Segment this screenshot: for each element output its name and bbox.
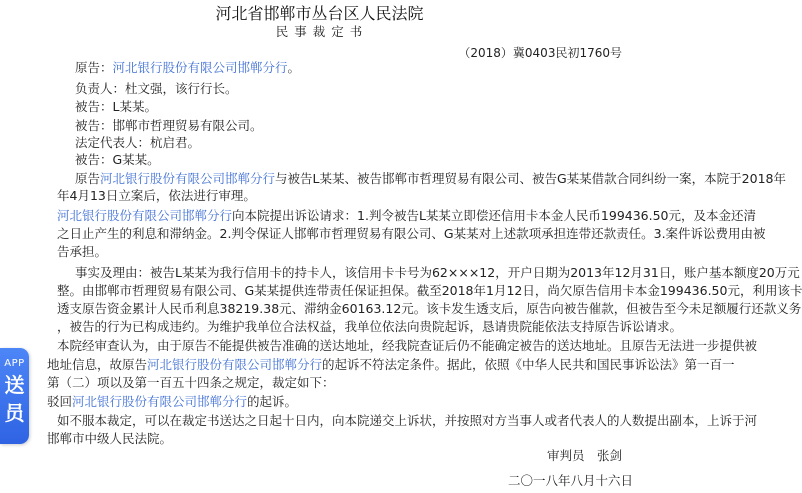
judge-name: 张剑 (597, 448, 623, 463)
text-segment: 与被告L某某、被告邯郸市哲理贸易有限公司、被告G某某借款合同纠纷一案，本院于2018年 (275, 171, 786, 186)
para1-line1 (75, 170, 786, 188)
para2-line2: 之日止产生的利息和滞纳金。2.判令保证人邯郸市哲理贸易有限公司、G某某对上述款项承担连带还款责任。3.案件诉讼费用由被 (57, 226, 766, 241)
legal-rep-line: 法定代表人：杭启君。 (75, 135, 201, 150)
para3-line3: 透支原告资金累计人民币利息38219.38元、滞纳金60163.12元。该卡发生透支后，原告向被告催款，但被告至今未足额履行还款义务 (57, 301, 802, 316)
plaintiff-name-link[interactable]: 河北银行股份有限公司邯郸分行 (72, 394, 248, 409)
plaintiff-line (75, 59, 300, 77)
para6-line2: 邯郸市中级人民法院。 (47, 431, 173, 446)
court-name: 河北省邯郸市丛台区人民法院 (215, 4, 424, 23)
para5-line (47, 393, 297, 411)
plaintiff-name-link[interactable]: 河北银行股份有限公司邯郸分行 (112, 60, 288, 75)
para2-line3: 告承担。 (57, 244, 108, 259)
defendant1-line: 被告：L某某。 (75, 99, 157, 114)
badge-char-2: 员 (4, 401, 25, 425)
para3-line4: ，被告的行为已构成违约。为维护我单位合法权益，我单位依法向贵院起诉，恳请贵院能依法支持原告诉讼请求。 (57, 319, 683, 334)
para4-line3: 第（二）项以及第一百五十四条之规定，裁定如下： (47, 375, 335, 390)
plaintiff-label: 原告： (75, 60, 113, 75)
document-title: 民 事 裁 定 书 (275, 24, 364, 39)
defendant3-line: 被告：G某某。 (75, 152, 160, 167)
plaintiff-name-link[interactable]: 河北银行股份有限公司邯郸分行 (57, 208, 233, 223)
text-segment: 的起诉。 (247, 394, 298, 409)
defendant2-line: 被告：邯郸市哲理贸易有限公司。 (75, 118, 263, 133)
para6-line1: 如不服本裁定，可以在裁定书送达之日起十日内，向本院递交上诉状，并按照对方当事人或者代表人的人数提出副本，上诉于河 (57, 413, 758, 428)
text-segment: 地址信息，故原告 (47, 357, 148, 372)
text-segment: 向本院提出诉讼请求：1.判令被告L某某立即偿还信用卡本金人民币199436.50元，及本金还清 (232, 208, 757, 223)
case-number: （2018）冀0403民初1760号 (458, 46, 622, 60)
para3-line2: 整。由邯郸市哲理贸易有限公司、G某某提供连带责任保证担保。截至2018年1月12日，尚欠原告信用卡本金199436.50元，利用该卡 (57, 283, 802, 298)
para1-line2: 年4月13日立案后，依法进行审理。 (57, 188, 256, 203)
judge-label: 审判员 (547, 448, 585, 463)
app-delivery-badge[interactable] (0, 348, 29, 444)
text-segment: 的起诉不符法定条件。据此，依照《中华人民共和国民事诉讼法》第一百一 (322, 357, 735, 372)
badge-char-1: 送 (4, 373, 25, 397)
badge-app-label: APP (4, 358, 25, 369)
text-segment: 原告 (75, 171, 101, 186)
para4-line2 (47, 356, 735, 374)
para2-line1 (57, 207, 756, 225)
ruling-date: 二〇一八年八月十六日 (508, 473, 634, 488)
plaintiff-name-link[interactable]: 河北银行股份有限公司邯郸分行 (147, 357, 323, 372)
plaintiff-name-link[interactable]: 河北银行股份有限公司邯郸分行 (100, 171, 276, 186)
para3-line1: 事实及理由：被告L某某为我行信用卡的持卡人，该信用卡卡号为62×××12，开户日期为2013年12月31日，账户基本额度20万元 (75, 265, 800, 280)
para4-line1: 本院经审查认为，由于原告不能提供被告准确的送达地址，经我院查证后仍不能确定被告的送达地址。且原告无法进一步提供被 (57, 338, 758, 353)
head-line: 负责人：杜文强，该行行长。 (75, 81, 238, 96)
text-segment: 驳回 (47, 394, 73, 409)
plaintiff-suffix: 。 (287, 60, 301, 75)
